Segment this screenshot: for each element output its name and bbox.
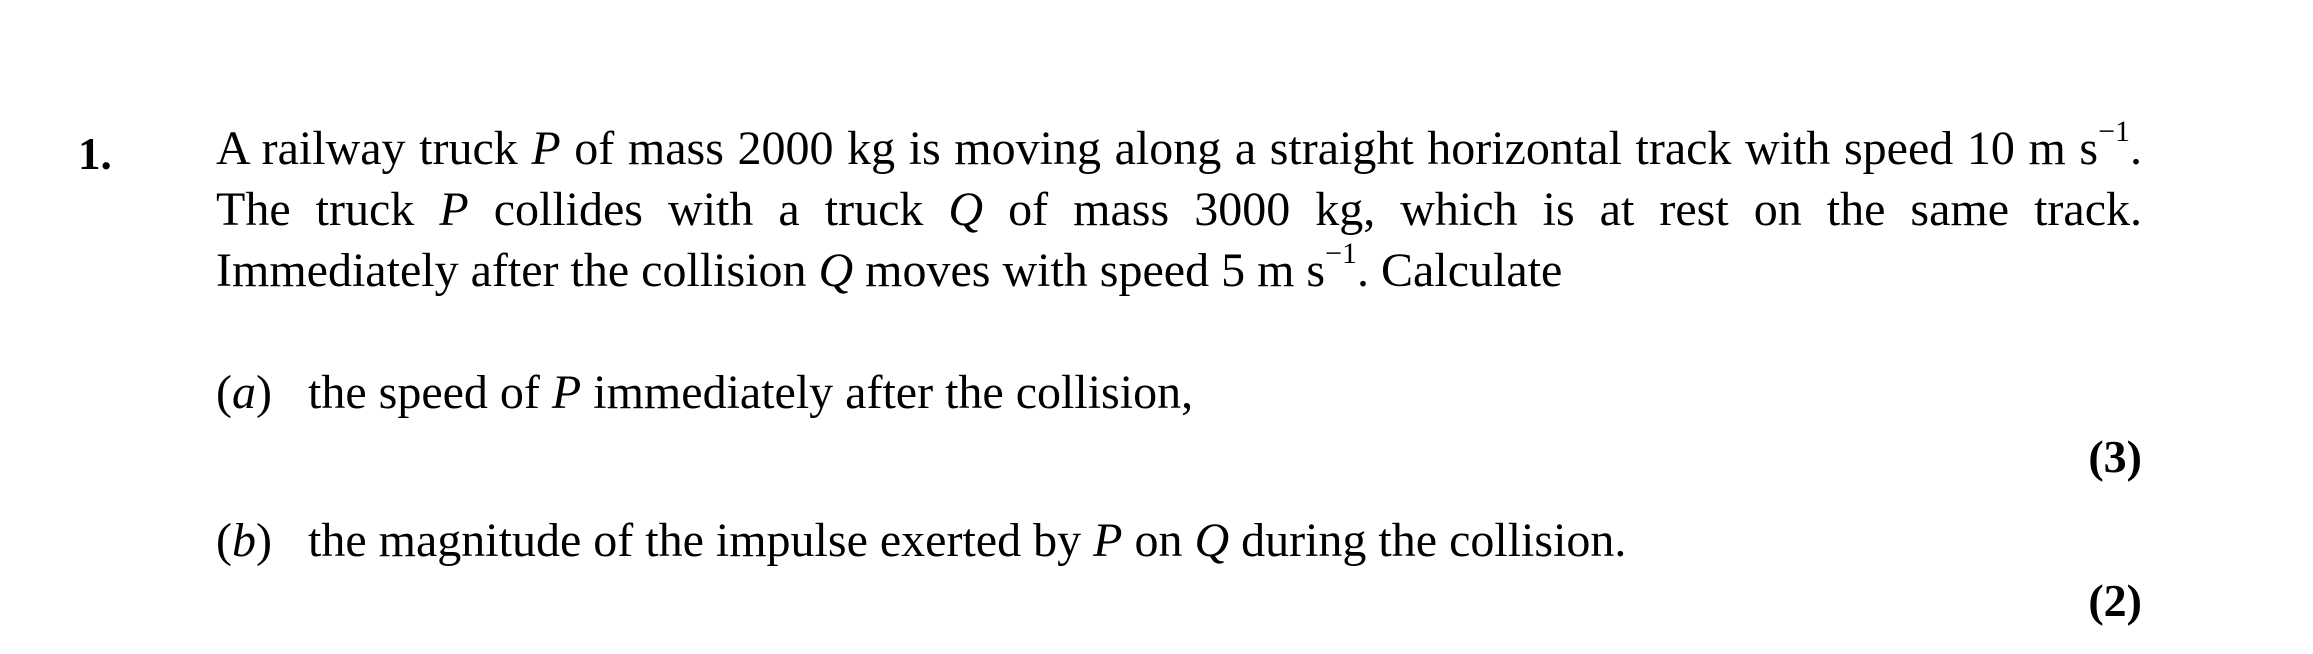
variable-p: P bbox=[551, 366, 582, 419]
stem-text: collides with a truck bbox=[468, 183, 949, 236]
marks-part-a: (3) bbox=[2088, 431, 2142, 482]
stem-text: . The truck bbox=[216, 122, 2142, 236]
stem-text: of mass 2000 kg is moving along a straight horizontal track with speed 10 m s bbox=[560, 122, 2099, 175]
part-b bbox=[216, 510, 2142, 571]
part-text: the magnitude of the impulse exerted by bbox=[308, 514, 1094, 567]
part-label-letter: a bbox=[231, 366, 256, 419]
question-stem bbox=[216, 115, 2143, 301]
stem-text: A railway truck bbox=[216, 122, 532, 175]
part-a bbox=[216, 362, 2142, 423]
part-label-close: ) bbox=[255, 514, 272, 567]
part-label-letter: b bbox=[231, 514, 256, 567]
part-text: during the collision. bbox=[1229, 514, 1627, 567]
stem-text: . Calculate bbox=[1357, 244, 1563, 297]
exponent: −1 bbox=[2098, 115, 2130, 148]
stem-text: of mass 3000 kg, which is at rest on the same track. Immediately after the collision bbox=[216, 183, 2143, 297]
variable-q: Q bbox=[1194, 514, 1230, 567]
variable-q: Q bbox=[818, 244, 854, 297]
part-label bbox=[216, 362, 308, 423]
part-text: the speed of bbox=[308, 366, 552, 419]
variable-p: P bbox=[531, 122, 561, 175]
part-label-open: ( bbox=[216, 366, 232, 419]
marks-part-b: (2) bbox=[2088, 575, 2142, 626]
stem-text: moves with speed 5 m s bbox=[853, 244, 1326, 297]
part-text: on bbox=[1122, 514, 1195, 567]
part-text: immediately after the collision, bbox=[581, 366, 1194, 419]
variable-p: P bbox=[1093, 514, 1123, 567]
part-label-open: ( bbox=[216, 514, 232, 567]
variable-p: P bbox=[439, 183, 469, 236]
part-label-close: ) bbox=[255, 366, 272, 419]
exponent: −1 bbox=[1325, 237, 1358, 270]
question-number: 1. bbox=[78, 129, 112, 179]
variable-q: Q bbox=[948, 183, 984, 236]
part-label bbox=[216, 510, 308, 571]
